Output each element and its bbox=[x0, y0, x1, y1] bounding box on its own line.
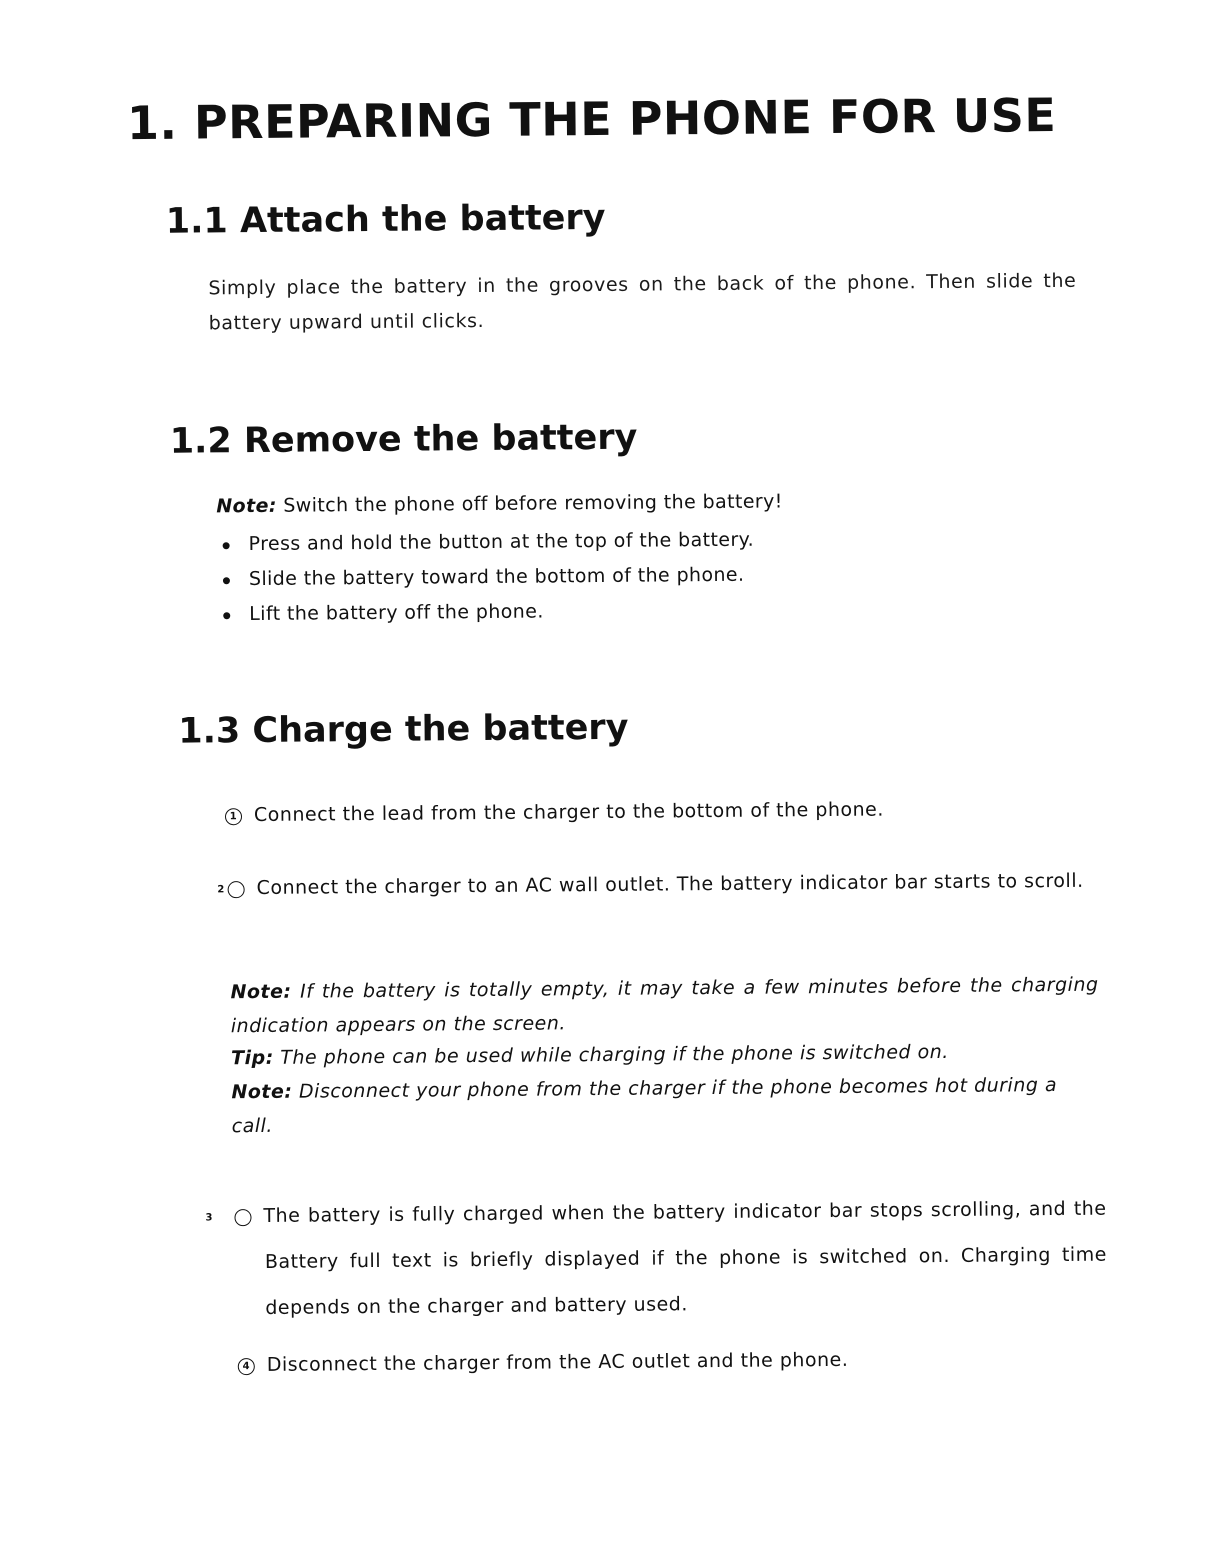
charge-step-4 bbox=[238, 1340, 849, 1385]
charge-step-2 bbox=[217, 854, 1107, 916]
list-item bbox=[219, 593, 755, 633]
circled-number-icon: 4 bbox=[238, 1358, 255, 1375]
list-item-text: Press and hold the button at the top of the battery. bbox=[248, 528, 755, 556]
bullet-icon bbox=[223, 542, 230, 549]
circled-number-icon: 2 bbox=[228, 881, 245, 898]
circled-number-icon: 3 bbox=[234, 1209, 251, 1226]
charge-step-1 bbox=[225, 790, 884, 836]
step-text: Connect the lead from the charger to the bottom of the phone. bbox=[253, 798, 884, 827]
remove-note bbox=[216, 490, 783, 517]
list-item-text: Slide the battery toward the bottom of the phone. bbox=[248, 563, 745, 591]
section-heading-attach: 1.1 Attach the battery bbox=[165, 197, 606, 242]
note-label: Note: bbox=[230, 980, 292, 1004]
section-heading-remove: 1.2 Remove the battery bbox=[169, 417, 638, 462]
note-text: Switch the phone off before removing the battery! bbox=[283, 490, 783, 517]
list-item-text: Lift the battery off the phone. bbox=[249, 600, 544, 626]
list-item bbox=[219, 558, 755, 598]
tip-text: The phone can be used while charging if the phone is switched on. bbox=[280, 1040, 949, 1069]
section-heading-charge: 1.3 Charge the battery bbox=[178, 707, 629, 752]
charge-note-2 bbox=[231, 1068, 1104, 1144]
note-label: Note: bbox=[231, 1080, 293, 1104]
note-text: If the battery is totally empty, it may take a few minutes before the charging indication appears on the screen. bbox=[230, 973, 1099, 1038]
bullet-icon bbox=[223, 612, 230, 619]
step-text: Connect the charger to an AC wall outlet. The battery indicator bar starts to scroll. bbox=[256, 869, 1084, 900]
step-text: The battery is fully charged when the battery indicator bar stops scrolling, and the Battery full text is briefly displayed if the phone is switched on. Charging time depends on the charger and battery used. bbox=[263, 1197, 1107, 1319]
bullet-icon bbox=[223, 577, 230, 584]
attach-body: Simply place the battery in the grooves on the back of the phone. Then slide the battery upward until clicks. bbox=[208, 269, 1077, 335]
page-title: 1. PREPARING THE PHONE FOR USE bbox=[126, 87, 1057, 151]
tip-label: Tip: bbox=[231, 1046, 274, 1070]
step-text: Disconnect the charger from the AC outlet and the phone. bbox=[266, 1348, 849, 1376]
list-item bbox=[218, 523, 754, 563]
note-text: Disconnect your phone from the charger if the phone becomes hot during a call. bbox=[231, 1074, 1058, 1138]
note-label: Note: bbox=[216, 494, 277, 518]
circled-number-icon: 1 bbox=[225, 808, 242, 825]
charge-note-1 bbox=[230, 968, 1099, 1044]
charge-step-3 bbox=[205, 1186, 1107, 1332]
remove-steps-list bbox=[218, 523, 754, 633]
